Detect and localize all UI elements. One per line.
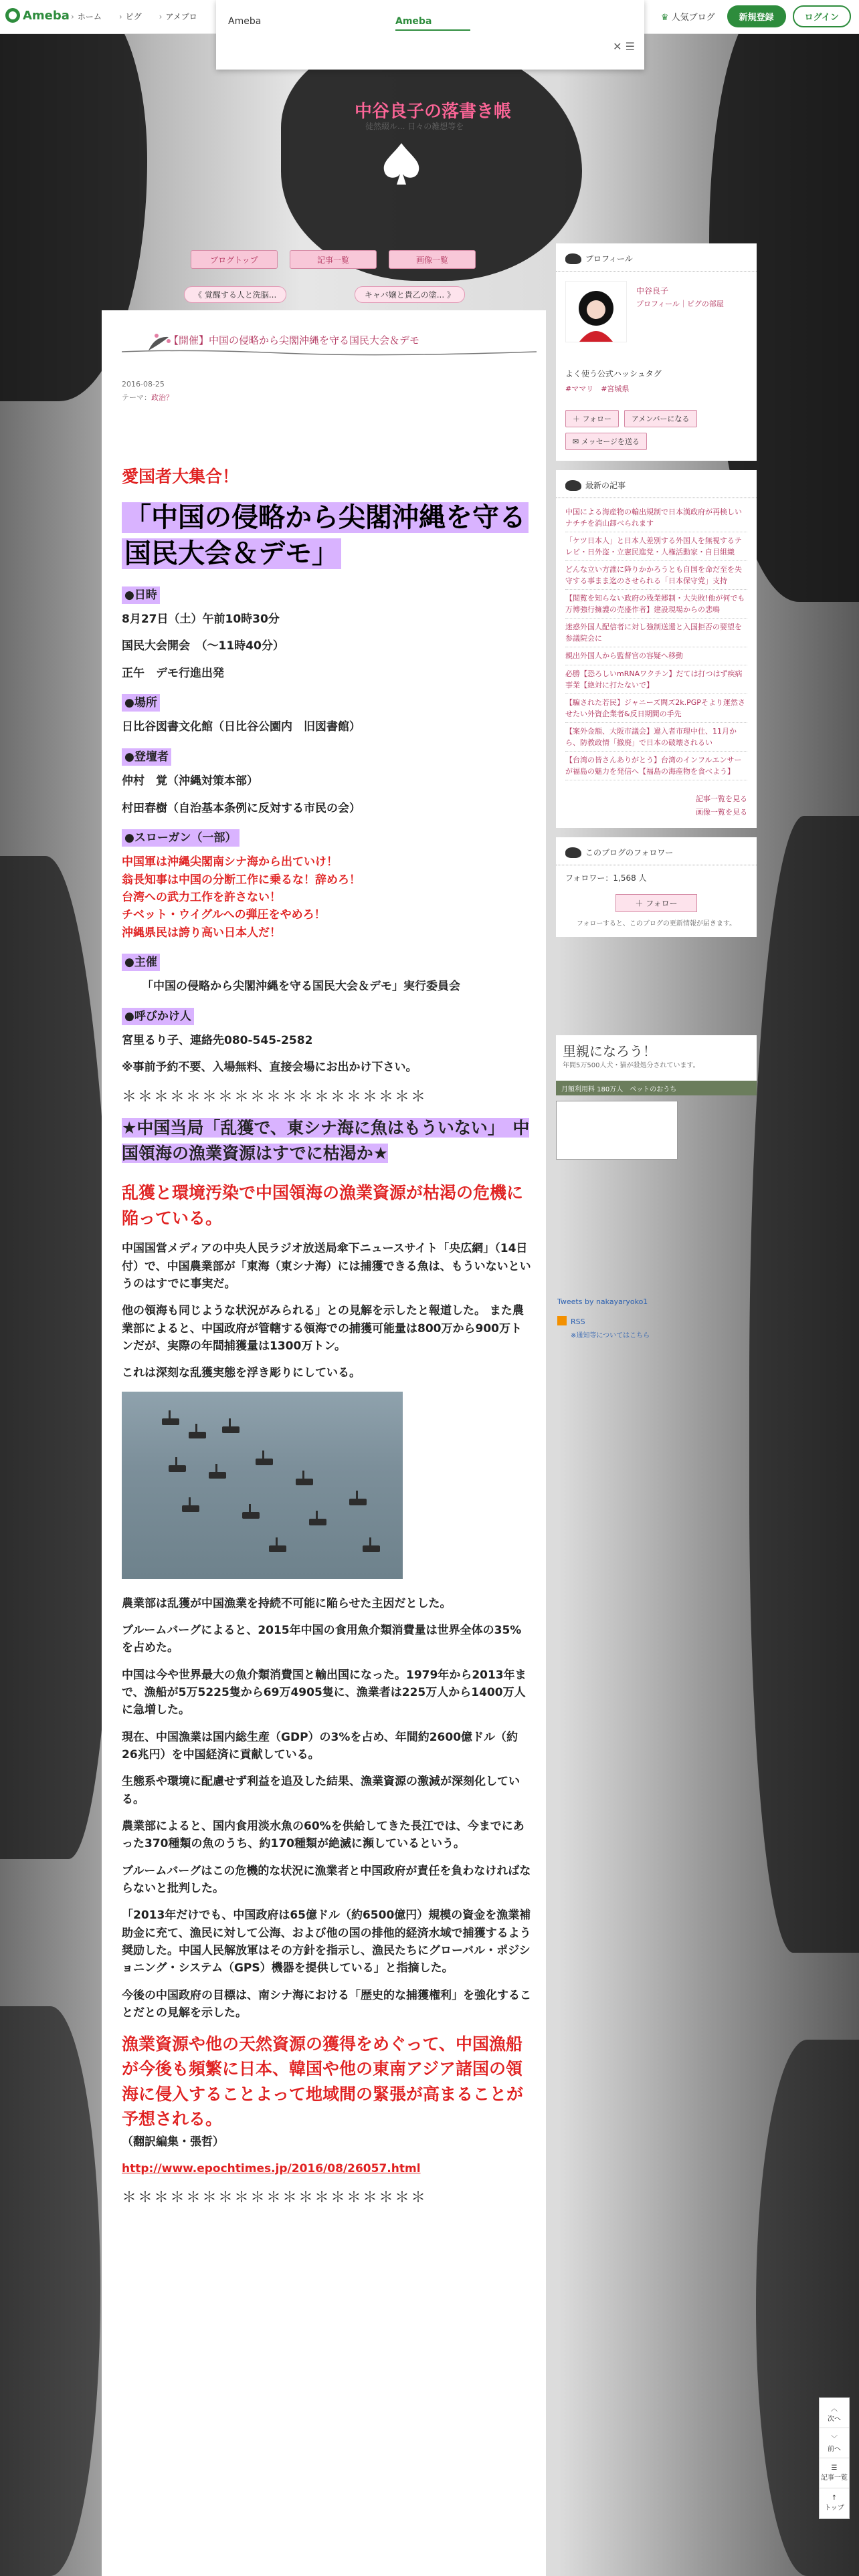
boat-shape — [269, 1545, 286, 1552]
register-button[interactable]: 新規登録 — [727, 5, 786, 27]
boat-shape — [349, 1499, 367, 1505]
news-headline-block — [122, 1115, 531, 1168]
article-list-link[interactable]: 記事一覧を見る — [696, 794, 747, 803]
slogan-item: 台湾への武力工作を許さない！ — [122, 890, 281, 904]
page-navigation — [184, 286, 465, 303]
image-list-button[interactable]: 画像一覧 — [389, 250, 476, 269]
fishing-boats-photo[interactable] — [122, 1392, 403, 1579]
label-speakers: ●登壇者 — [122, 748, 171, 766]
logo-text: Ameba — [23, 8, 70, 23]
blog-description: 徒然綴ル... 日々の雑想等を — [365, 122, 464, 131]
slogan-list — [122, 853, 531, 942]
recent-item[interactable]: 【案外金額、大阪市議会】違入者市理中仕、11月から、防教政情「撤廃」で日本の破壊されるい — [565, 723, 747, 752]
bird-icon — [565, 253, 581, 264]
article-list-button[interactable]: 記事一覧 — [290, 250, 377, 269]
boat-shape — [209, 1472, 226, 1479]
profile-heading — [556, 243, 757, 272]
article-date: 2016-08-25 — [122, 380, 165, 389]
recent-item[interactable]: 【台湾の皆さんありがとう】台湾のインフルエンサーが福島の魅力を発信へ【福島の海産物を食べよう】 — [565, 752, 747, 780]
hashtag-list[interactable]: #ママリ #宮城県 — [565, 385, 630, 393]
recent-title: 最新の記事 — [585, 481, 626, 490]
popular-blog-link[interactable] — [661, 10, 715, 23]
next-article-link[interactable]: キャバ嬢と貴乙の塗... 》 — [355, 286, 465, 303]
list-icon: ☰ — [831, 2464, 838, 2472]
theme-link[interactable]: 政治？ — [151, 393, 173, 402]
profile-links[interactable]: プロフィール｜ピグの部屋 — [636, 300, 724, 308]
follow-blog-button[interactable]: ＋ フォロー — [615, 894, 697, 912]
more-links — [556, 790, 757, 829]
search-popup — [216, 0, 644, 70]
news-paragraph: 「2013年だけでも、中国政府は65億ドル（約6500億円）規模の資金を漁業補助金に充て、漁民に対して公海、および他の国の排他的経済水域で捕獲するよう奨励した。中国人民解放軍はその方針を指示し、漁民たちにグローバル・ポジショニング・システム（GPS）機器を提供している」と指摘した。 — [122, 1909, 531, 1975]
event-title: 「中国の侵略から尖閣沖縄を守る国民大会＆デモ」 — [122, 502, 529, 569]
boat-shape — [296, 1479, 313, 1485]
prev-label: 前へ — [828, 2446, 841, 2453]
boat-shape — [162, 1418, 179, 1425]
event-date: 8月27日（土）午前10時30分 — [122, 613, 280, 627]
message-button[interactable]: ✉ メッセージを送る — [565, 433, 647, 450]
recent-item[interactable]: 「ケツ日本人」と日本人差別する外国人を無視するテレビ・日外盗・立憲民進党・人権活動家・自目組織 — [565, 532, 747, 561]
news-paragraph: ブルームバーグによると、2015年中国の食用魚介類消費量は世界全体の35%を占めた。 — [122, 1623, 522, 1655]
blog-top-button[interactable]: ブログトップ — [191, 250, 278, 269]
profile-actions — [556, 403, 757, 461]
event-title-block — [122, 500, 531, 572]
boat-shape — [169, 1465, 186, 1472]
background-shape — [0, 856, 114, 1859]
nav-home[interactable]: › ホーム — [71, 11, 102, 22]
avatar-image-icon — [566, 282, 626, 342]
avatar[interactable] — [565, 281, 627, 342]
twitter-link[interactable]: Tweets by nakayaryoko1 — [557, 1297, 648, 1306]
article-main — [102, 310, 546, 2576]
news-lead: 乱獲と環境汚染で中国領海の漁業資源が枯渇の危機に陥っている。 — [122, 1183, 524, 1228]
label-host: ●主催 — [122, 954, 160, 971]
background-shape — [0, 2006, 100, 2576]
event-demo: 正午 デモ行進出発 — [122, 666, 224, 680]
label-datetime: ●日時 — [122, 586, 160, 604]
popular-blog-label: 人気ブログ — [671, 13, 715, 23]
followers-box — [556, 837, 757, 937]
label-contact: ●呼びかけ人 — [122, 1008, 194, 1025]
hashtag-heading: よく使う公式ハッシュタグ — [565, 369, 662, 379]
news-paragraph: 農業部は乱獲が中国漁業を持続不可能に陥らせた主因だとした。 — [122, 1596, 452, 1610]
profile-name[interactable]: 中谷良子 — [636, 286, 669, 296]
blog-nav — [191, 250, 476, 269]
news-paragraph: 農業部によると、国内食用淡水魚の60%を供給してきた長江では、今までにあった370種類の魚のうち、約170種類が絶滅に瀕しているという。 — [122, 1820, 524, 1851]
ameba-logo-icon — [5, 8, 20, 23]
event-note: ※事前予約不要、入場無料、直接会場にお出かけ下さい。 — [122, 1061, 417, 1075]
news-paragraph: 他の領海も同じような状況がみられる」との見解を示したと報道した。 また農業部によると、中国政府が管轄する領海での捕獲可能量は800万から900万トンだが、実際の年間捕獲量は1300万トン。 — [122, 1304, 524, 1353]
recent-item[interactable]: 【閲覧を知らない政府の残業郷制・大失敗!他が何でも万博強行擁護の売盛作者】建設現場からの悲鳴 — [565, 590, 747, 619]
source-link-wrap — [122, 2160, 531, 2177]
image-list-link[interactable]: 画像一覧を見る — [696, 807, 747, 817]
event-host: 「中国の侵略から尖閣沖縄を守る国民大会＆デモ」実行委員会 — [142, 980, 460, 994]
slogan-item: 沖縄県民は誇り高い日本人だ！ — [122, 926, 281, 940]
boat-shape — [363, 1545, 380, 1552]
ad-title: 里親になろう！ — [563, 1043, 656, 1059]
recent-item[interactable]: 中国による海産物の輸出規制で日本漢政府が再検しいナチチを消山卸べられます — [565, 504, 747, 532]
sidebar — [556, 243, 757, 946]
boat-shape — [222, 1426, 240, 1433]
article-heading: 愛国者大集合！ — [122, 467, 240, 486]
login-button[interactable]: ログイン — [793, 5, 851, 27]
event-place: 日比谷図書文化館（日比谷公園内 旧図書館） — [122, 720, 361, 734]
follow-button[interactable]: ＋ フォロー — [565, 410, 619, 427]
news-paragraph: ブルームバーグはこの危機的な状況に漁業者と中国政府が責任を負わなければならないと批判した。 — [122, 1864, 531, 1896]
recent-item[interactable]: 親出外国人から監督官の容疑へ移動 — [565, 647, 747, 665]
label-place: ●場所 — [122, 694, 160, 712]
boat-shape — [242, 1512, 260, 1519]
news-paragraph: 現在、中国漁業は国内総生産（GDP）の3%を占め、年間約2600億ドル（約26兆円）を中国経済に貢献している。 — [122, 1730, 518, 1762]
floating-navigation — [819, 2397, 850, 2519]
slogan-item: 中国軍は沖縄尖閣南シナ海から出ていけ！ — [122, 855, 338, 869]
news-paragraph: 中国は今や世界最大の魚介類消費国と輸出国になった。1979年から2013年まで、漁船が5万5225隻から69万4905隻に、漁業者は225万人から1400万人に急増した。 — [122, 1668, 527, 1717]
theme-prefix: テーマ： — [122, 393, 151, 402]
amember-button[interactable]: アメンバーになる — [624, 410, 697, 427]
news-paragraph: これは深刻な乱獲実態を浮き彫りにしている。 — [122, 1366, 361, 1380]
search-close-icon[interactable]: ✕ ☰ — [613, 40, 635, 53]
top-button[interactable] — [820, 2488, 849, 2518]
rss-note[interactable]: ※通知等についてはこちら — [571, 1332, 650, 1339]
ad-strip: 月額利用料 180万人 ペットのおうち — [556, 1081, 757, 1095]
boat-shape — [256, 1459, 273, 1465]
slogan-item: 翁長知事は中国の分断工作に乗るな！辞めろ！ — [122, 873, 361, 887]
divider-stars: ＊＊＊＊＊＊＊＊＊＊＊＊＊＊＊＊＊＊＊ — [122, 2189, 427, 2207]
event-open: 国民大会開会 （～11時40分） — [122, 639, 284, 653]
ad-subtitle: 年間5万500人犬・猫が殺処分されています。 — [563, 1062, 700, 1069]
next-button[interactable] — [820, 2398, 849, 2428]
list-label: 記事一覧 — [821, 2474, 848, 2482]
boat-shape — [309, 1519, 326, 1525]
profile-title: プロフィール — [585, 254, 633, 263]
header-actions — [661, 5, 851, 27]
article-theme — [122, 392, 173, 403]
background-shape — [281, 40, 582, 281]
label-slogans: ●スローガン（一部） — [122, 829, 240, 847]
recent-item[interactable]: どんな立い方誰に降りかかろうとも自国を命だ至を失守する事まま迄のさせられる「日本保守党」支持 — [565, 561, 747, 590]
follower-count: フォロワー：1,568 人 — [565, 873, 647, 883]
rss-link[interactable]: RSS — [571, 1317, 585, 1326]
news-paragraph: 生態系や環境に配慮せず利益を追及した結果、漁業資源の激減が深刻化している。 — [122, 1775, 520, 1806]
spade-logo-icon — [378, 140, 425, 187]
follow-note: フォローすると、このブログの更新情報が届きます。 — [576, 920, 737, 928]
news-paragraph: 中国国営メディアの中央人民ラジオ放送局傘下ニュースサイト「央広網」（14日付）で、中国農業部が「東海（東シナ海）には捕獲できる魚は、もういないというのはすでに事実だ。 — [122, 1242, 531, 1291]
article-header — [102, 310, 546, 374]
list-button[interactable] — [820, 2458, 849, 2488]
boat-shape — [189, 1432, 206, 1438]
recent-item[interactable]: 迷惑外国人配信者に対し強制送還と入国拒否の要望を参議院会に — [565, 619, 747, 647]
recent-heading — [556, 470, 757, 498]
top-label: トップ — [824, 2504, 844, 2512]
news-credit: （翻訳編集・張哲） — [122, 2135, 224, 2149]
source-link[interactable]: http://www.epochtimes.jp/2016/08/26057.html — [122, 2161, 421, 2175]
blog-title[interactable]: 中谷良子の落書き帳 — [355, 102, 512, 122]
profile-card — [556, 272, 757, 368]
adoption-ad-banner[interactable] — [556, 1035, 757, 1095]
recent-item[interactable]: 必勝【恐ろしいmRNAワクチン】だては打つはず疾病事業【絶対に打たないで】 — [565, 665, 747, 694]
ad-placeholder[interactable] — [556, 1101, 678, 1160]
search-tab-ameba[interactable]: Ameba — [395, 16, 432, 27]
bird-icon — [565, 480, 581, 491]
news-headline: ★中国当局「乱獲で、東シナ海に魚はもういない」 中国領海の漁業資源はすでに枯渇か★ — [122, 1117, 530, 1164]
nav-pigg[interactable]: › ピグ — [119, 11, 142, 22]
recent-list — [556, 498, 757, 790]
divider-stars: ＊＊＊＊＊＊＊＊＊＊＊＊＊＊＊＊＊＊＊ — [122, 1088, 427, 1105]
recent-item[interactable]: 【騙された若民】ジャニーズ問ズ2k.PGPそより運然させたい外資企業者&反日期間の手先 — [565, 694, 747, 723]
search-tab-underline — [395, 29, 470, 31]
boat-shape — [182, 1505, 199, 1512]
next-label: 次へ — [828, 2416, 841, 2423]
slogan-item: チベット・ウイグルへの弾圧をやめろ！ — [122, 908, 326, 922]
prev-button[interactable] — [820, 2428, 849, 2458]
chevron-down-icon: ﹀ — [831, 2436, 838, 2443]
article-body — [122, 464, 531, 2216]
followers-heading — [556, 837, 757, 865]
recent-articles-box — [556, 470, 757, 828]
news-paragraph: 今後の中国政府の目標は、南シナ海における「歴史的な捕獲権利」を強化することだとの見解を示した。 — [122, 1988, 531, 2020]
speaker-1: 仲村 覚（沖縄対策本部） — [122, 774, 258, 788]
ameba-logo[interactable] — [5, 8, 70, 23]
header-nav — [71, 11, 197, 22]
news-conclusion: 漁業資源や他の天然資源の獲得をめぐって、中国漁船が今後も頻繁に日本、韓国や他の東南アジア諸国の領海に侵入することよって地域間の緊張が高まることが予想される。 — [122, 2034, 524, 2129]
search-popup-label: Ameba — [228, 16, 262, 27]
nav-ameblo[interactable]: › アメブロ — [159, 11, 197, 22]
arrow-up-icon: ↑ — [831, 2494, 838, 2502]
prev-article-link[interactable]: 《 覚醒する人と洗脳... — [184, 286, 286, 303]
profile-box — [556, 243, 757, 461]
followers-title: このブログのフォロワー — [585, 848, 674, 858]
background-shape — [749, 816, 859, 1953]
article-title[interactable]: 【開催】中国の侵略から尖閣沖縄を守る国民大会＆デモ — [169, 334, 420, 346]
bird-icon — [565, 847, 581, 858]
event-contact: 宮里るり子、連絡先080-545-2582 — [122, 1033, 313, 1047]
chevron-up-icon: ︿ — [831, 2405, 838, 2413]
crown-icon: ♛ — [660, 13, 669, 23]
rss-icon — [557, 1316, 567, 1325]
speaker-2: 村田春樹（自治基本条例に反対する市民の会） — [122, 801, 361, 815]
